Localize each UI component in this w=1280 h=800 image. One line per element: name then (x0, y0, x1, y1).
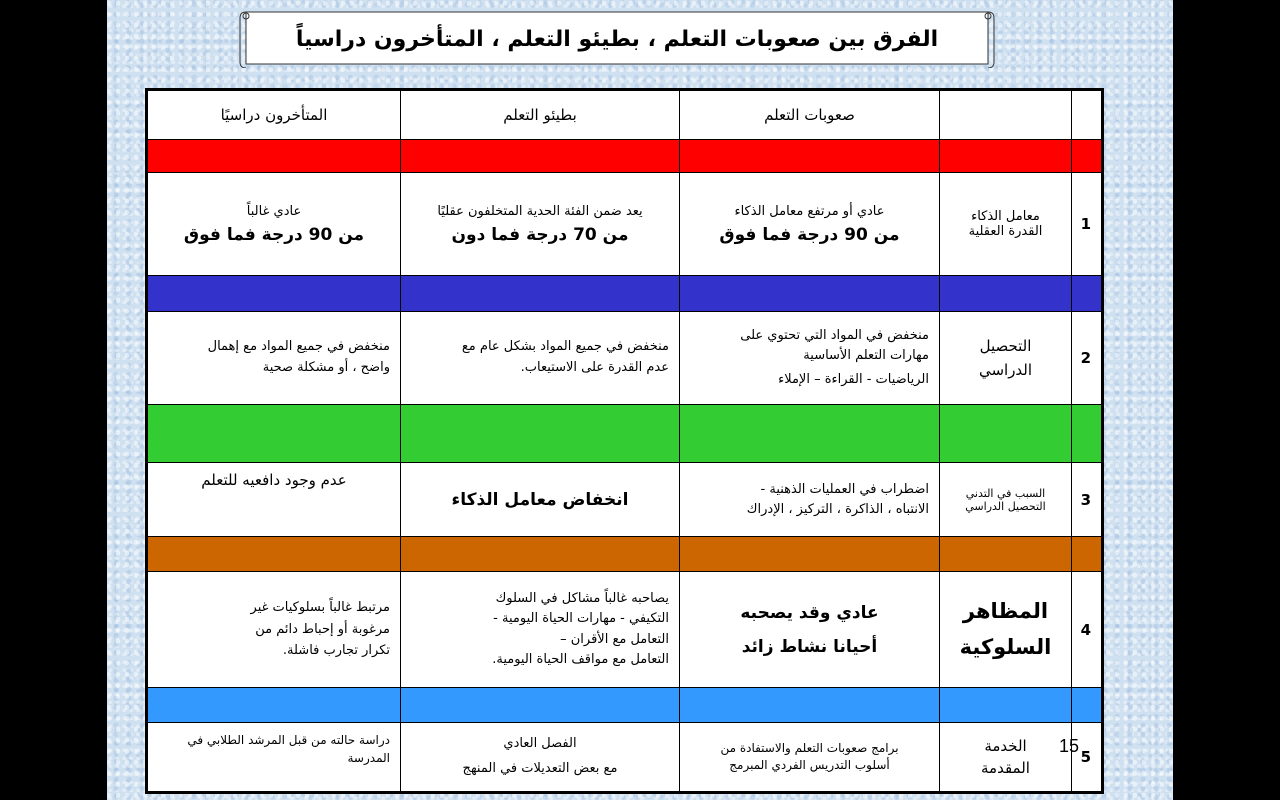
header-underachievers: المتأخرون دراسيًا (147, 90, 401, 140)
row-criterion: السبب في التدني التحصيل الدراسي (940, 463, 1072, 537)
color-band-red (147, 140, 1103, 173)
cell-underachievers: عادي غالباً من 90 درجة فما فوق (147, 173, 401, 276)
header-row (147, 90, 1103, 140)
color-band-green (147, 405, 1103, 463)
table-row (147, 572, 1103, 688)
row-criterion: التحصيل الدراسي (940, 312, 1072, 405)
header-criterion (940, 90, 1072, 140)
color-band-blue (147, 276, 1103, 312)
row-criterion: المظاهر السلوكية (940, 572, 1072, 688)
cell-underachievers: مرتبط غالباً بسلوكيات غير مرغوبة أو إحباط دائم من تكرار تجارب فاشلة. (147, 572, 401, 688)
cell-slow-learners: الفصل العادي مع بعض التعديلات في المنهج (401, 723, 680, 793)
cell-slow-learners: انخفاض معامل الذكاء (401, 463, 680, 537)
row-criterion: الخدمة المقدمة (940, 723, 1072, 793)
cell-slow-learners: يصاحبه غالباً مشاكل في السلوك التكيفي - مهارات الحياة اليومية - التعامل مع الأقران – التعامل مع مواقف الحياة اليومية. (401, 572, 680, 688)
header-slow-learners: بطيئو التعلم (401, 90, 680, 140)
cell-learning-disabilities: عادي وقد يصحبه أحيانا نشاط زائد (680, 572, 940, 688)
color-band-orange (147, 537, 1103, 572)
row-number: 5 (1072, 723, 1103, 793)
cell-learning-disabilities: اضطراب في العمليات الذهنية - الانتباه ، الذاكرة ، التركيز ، الإدراك (680, 463, 940, 537)
cell-learning-disabilities: برامج صعوبات التعلم والاستفادة من أسلوب التدريس الفردي المبرمج (680, 723, 940, 793)
cell-slow-learners: منخفض في جميع المواد بشكل عام مع عدم القدرة على الاستيعاب. (401, 312, 680, 405)
header-learning-disabilities: صعوبات التعلم (680, 90, 940, 140)
header-num (1072, 90, 1103, 140)
row-number: 1 (1072, 173, 1103, 276)
cell-underachievers: عدم وجود دافعيه للتعلم (147, 463, 401, 537)
comparison-table (145, 88, 1104, 794)
cell-learning-disabilities: عادي أو مرتفع معامل الذكاء من 90 درجة فما فوق (680, 173, 940, 276)
title-banner (238, 8, 996, 68)
cell-slow-learners: يعد ضمن الفئة الحدية المتخلفون عقليًا من 70 درجة فما دون (401, 173, 680, 276)
row-criterion: معامل الذكاء القدرة العقلية (940, 173, 1072, 276)
row-number: 4 (1072, 572, 1103, 688)
page-number: 15 (1059, 736, 1080, 756)
row-number: 3 (1072, 463, 1103, 537)
table-row (147, 173, 1103, 276)
cell-learning-disabilities: منخفض في المواد التي تحتوي على مهارات التعلم الأساسية الرياضيات - القراءة – الإملاء (680, 312, 940, 405)
table-row (147, 463, 1103, 537)
page-title: الفرق بين صعوبات التعلم ، بطيئو التعلم ، المتأخرون دراسياً (295, 27, 939, 52)
table-row (147, 723, 1103, 793)
row-number: 2 (1072, 312, 1103, 405)
cell-underachievers: منخفض في جميع المواد مع إهمال واضح ، أو مشكلة صحية (147, 312, 401, 405)
cell-underachievers: دراسة حالته من قبل المرشد الطلابي في المدرسة (147, 723, 401, 793)
table-row (147, 312, 1103, 405)
color-band-light-blue (147, 688, 1103, 723)
